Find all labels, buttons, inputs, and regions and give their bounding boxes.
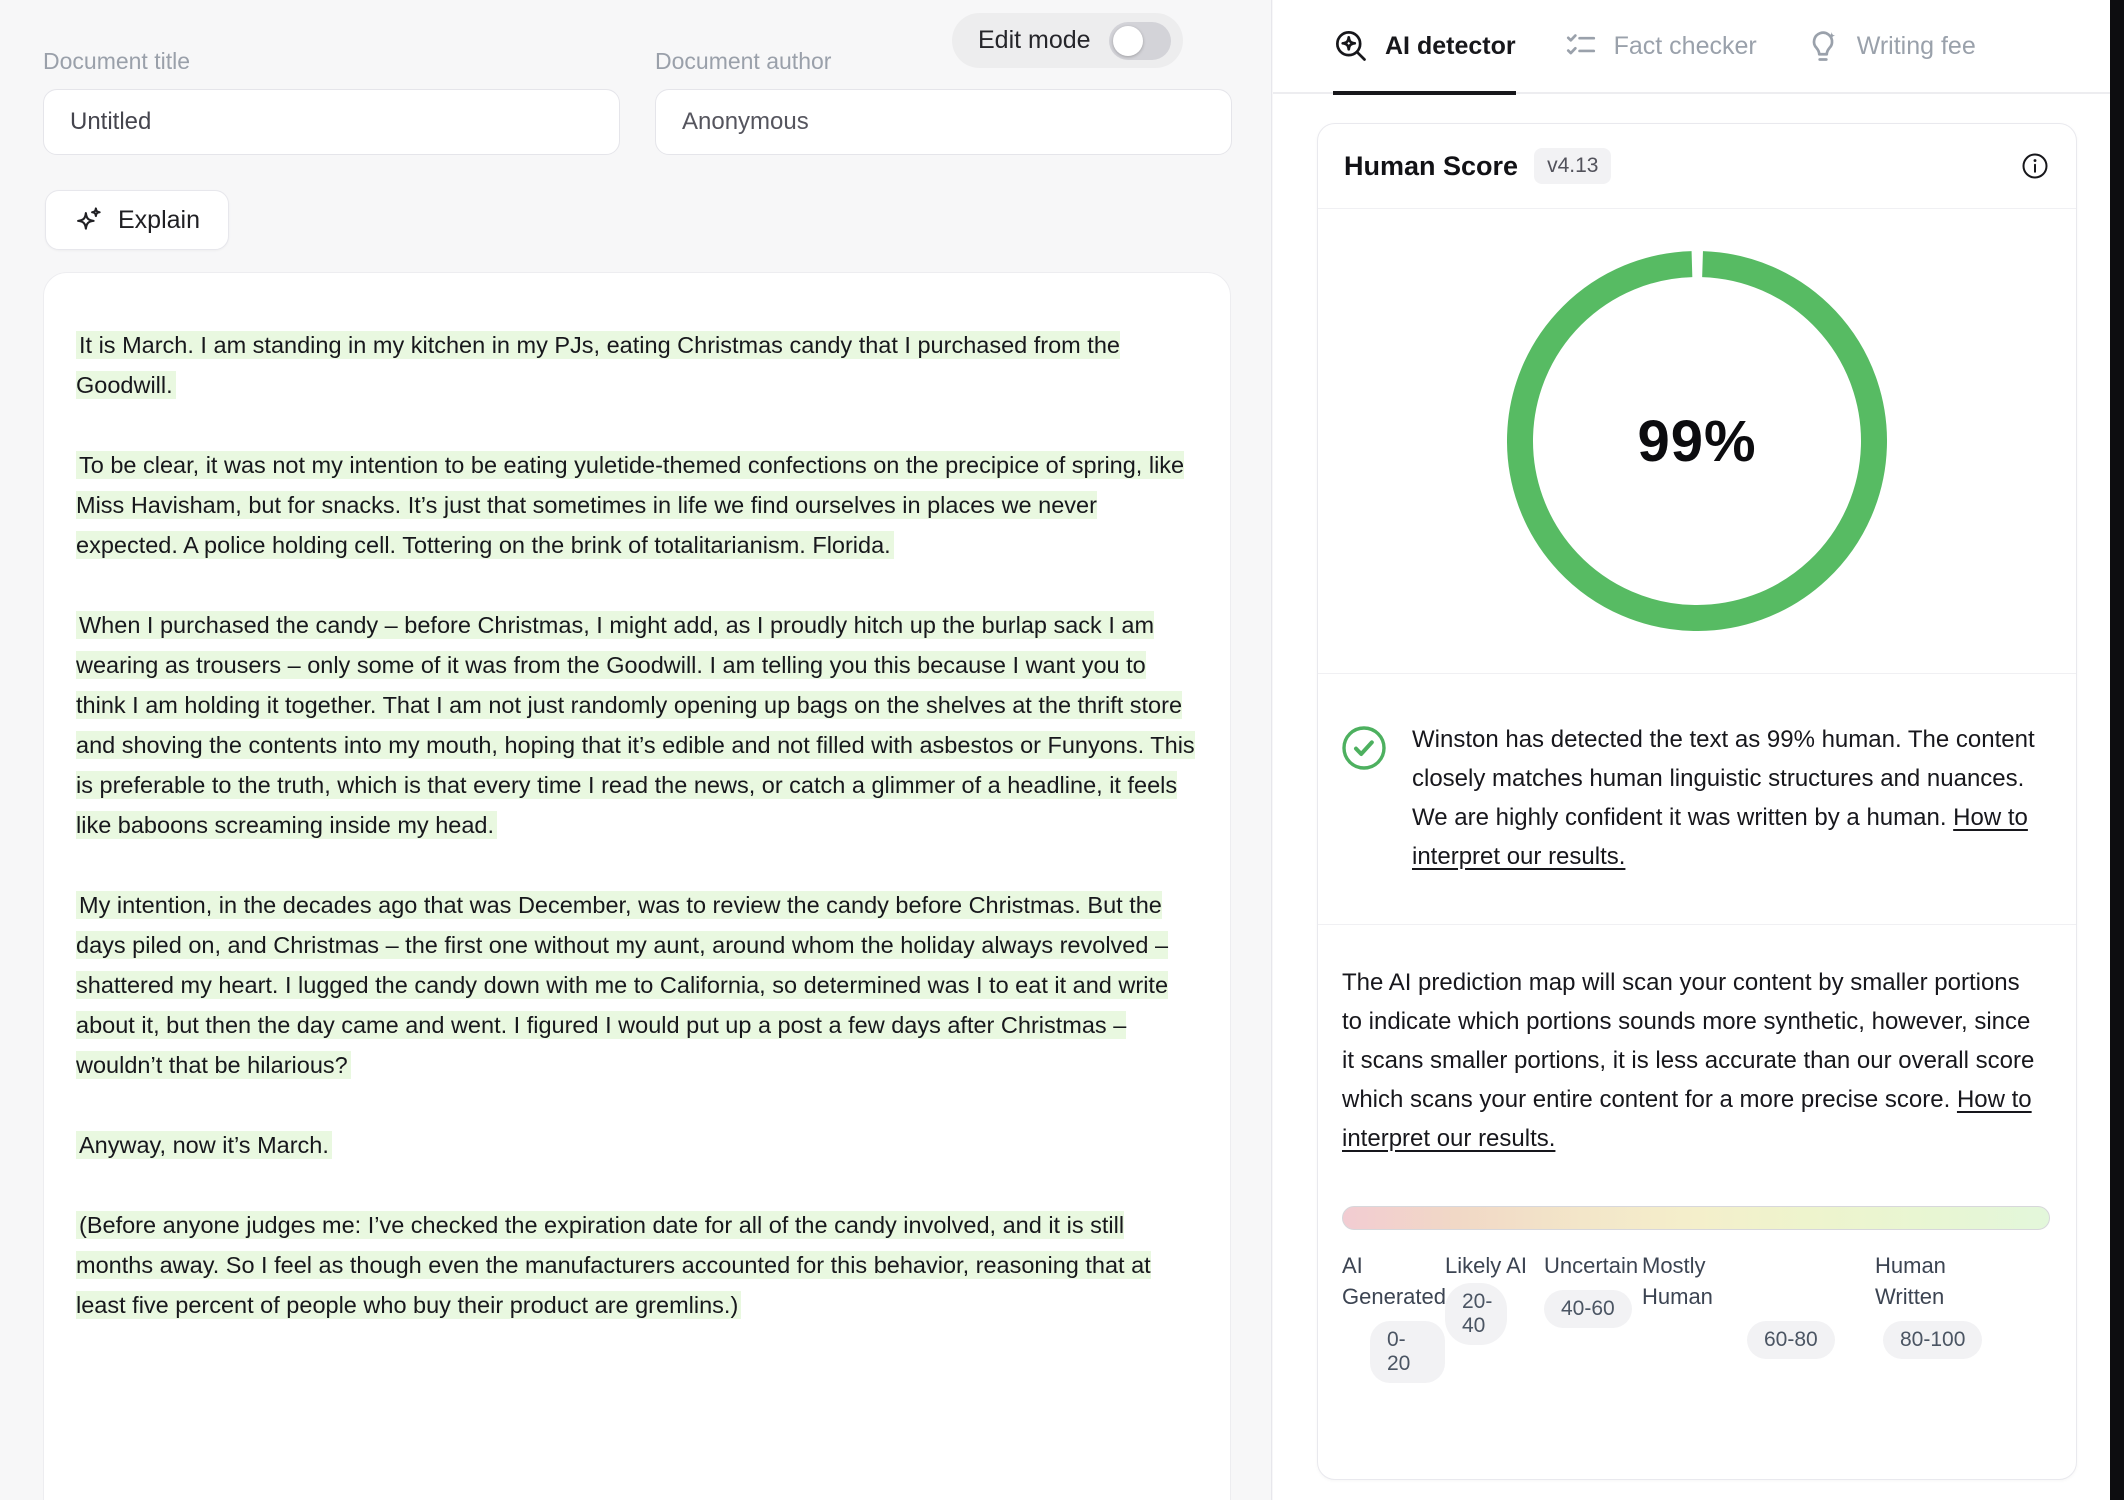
legend-item-mostly-human: Mostly Human 60-80 (1642, 1250, 1875, 1359)
ai-detector-icon (1333, 28, 1369, 64)
document-paragraph: Anyway, now it’s March. (76, 1125, 1196, 1165)
writing-feedback-icon (1805, 28, 1841, 64)
document-author-input[interactable] (655, 89, 1232, 155)
document-author-label: Document author (655, 48, 832, 74)
tab-fact-checker[interactable] (1564, 0, 1757, 93)
range-badge: 60-80 (1747, 1321, 1835, 1359)
document-paragraph: When I purchased the candy – before Christmas, I might add, as I proudly hitch up the burlap sack I am wearing as trousers – only some of it was from the Goodwill. I am telling you this because I want you to think I am holding it together. That I am not just randomly opening up bags on the shelves at the thrift store and shoving the contents into my mouth, hoping that it’s edible and not filled with asbestos or Funyons. This is preferable to the truth, which is that every time I read the news, or catch a glimmer of a headline, it feels like baboons screaming inside my head. (76, 612, 1195, 838)
info-icon[interactable] (2020, 151, 2050, 181)
legend-item-ai-generated: AI Generated 0-20 (1342, 1250, 1445, 1383)
detection-result-text: Winston has detected the text as 99% human. The content closely matches human linguistic structures and nuances. We are highly confident it was written by a human. How to interpret our results. (1412, 726, 2035, 870)
score-range-legend (1342, 1250, 2050, 1383)
sparkles-icon (74, 205, 104, 235)
explain-button[interactable] (45, 190, 229, 250)
edit-mode-control (952, 13, 1183, 68)
range-badge: 20-40 (1445, 1283, 1507, 1345)
prediction-map-description: The AI prediction map will scan your content by smaller portions to indicate which portions sounds more synthetic, however, since it scans smaller portions, it is less accurate than our overall score which scans your entire content for a more precise score. How to interpret our results. (1342, 969, 2035, 1152)
edit-mode-toggle[interactable] (1109, 22, 1171, 60)
detection-result (1318, 674, 2076, 925)
toggle-knob-icon (1113, 26, 1143, 56)
document-editor[interactable] (43, 272, 1231, 1500)
legend-item-likely-ai: Likely AI 20-40 (1445, 1250, 1544, 1345)
analysis-panel (1273, 0, 2110, 1500)
score-card-header (1318, 124, 2076, 209)
document-paragraph: To be clear, it was not my intention to be eating yuletide-themed confections on the precipice of spring, like Miss Havisham, but for snacks. It’s just that sometimes in life we find ourselves in places we never expected. A police holding cell. Tottering on the brink of totalitarianism. Florida. (76, 452, 1185, 558)
tab-ai-detector[interactable] (1333, 0, 1516, 93)
score-gauge (1507, 251, 1887, 631)
document-title-input[interactable] (43, 89, 620, 155)
explain-button-label: Explain (118, 205, 200, 234)
score-gauge-section (1318, 209, 2076, 674)
tab-label: Writing fee (1856, 31, 1976, 60)
human-score-card (1317, 123, 2077, 1480)
document-paragraph: My intention, in the decades ago that was December, was to review the candy before Christmas. But the days piled on, and Christmas – the first one without my aunt, around whom the holiday always revolved – shattered my heart. I lugged the candy down with me to California, so determined was I to eat it and write about it, but then the day came and went. I figured I would put up a post a few days after Christmas – wouldn’t that be hilarious? (76, 892, 1169, 1078)
interpret-results-link[interactable]: How to interpret our results. (1342, 1086, 2032, 1152)
document-paragraph: (Before anyone judges me: I’ve checked the expiration date for all of the candy involved, and it is still months away. So I feel as though even the manufacturers accounted for this behavior, reasoning that at least five percent of people who buy their product are gremlins.) (76, 1212, 1151, 1318)
check-circle-icon (1340, 724, 1388, 876)
edit-mode-label: Edit mode (978, 26, 1091, 54)
interpret-results-link[interactable]: How to interpret our results. (1412, 804, 2028, 870)
document-paragraph: It is March. I am standing in my kitchen in my PJs, eating Christmas candy that I purchased from the Goodwill. (76, 332, 1120, 398)
score-range-gradient-bar (1342, 1206, 2050, 1230)
tab-label: AI detector (1385, 31, 1516, 60)
tab-writing-feedback[interactable] (1805, 0, 1976, 93)
legend-item-uncertain: Uncertain 40-60 (1544, 1250, 1642, 1328)
screen-edge-strip (2110, 0, 2124, 1500)
analysis-tabs (1273, 0, 2110, 94)
document-title-label: Document title (43, 48, 191, 74)
tab-label: Fact checker (1613, 31, 1757, 60)
range-badge: 0-20 (1370, 1321, 1445, 1383)
version-badge: v4.13 (1534, 148, 1611, 184)
document-title-field (43, 48, 620, 155)
score-percent-value: 99% (1637, 408, 1757, 474)
fact-checker-icon (1564, 29, 1598, 63)
legend-item-human-written: Human Written 80-100 (1875, 1250, 2015, 1359)
range-badge: 40-60 (1544, 1290, 1632, 1328)
human-score-title: Human Score (1344, 150, 1519, 181)
range-badge: 80-100 (1883, 1321, 1982, 1359)
